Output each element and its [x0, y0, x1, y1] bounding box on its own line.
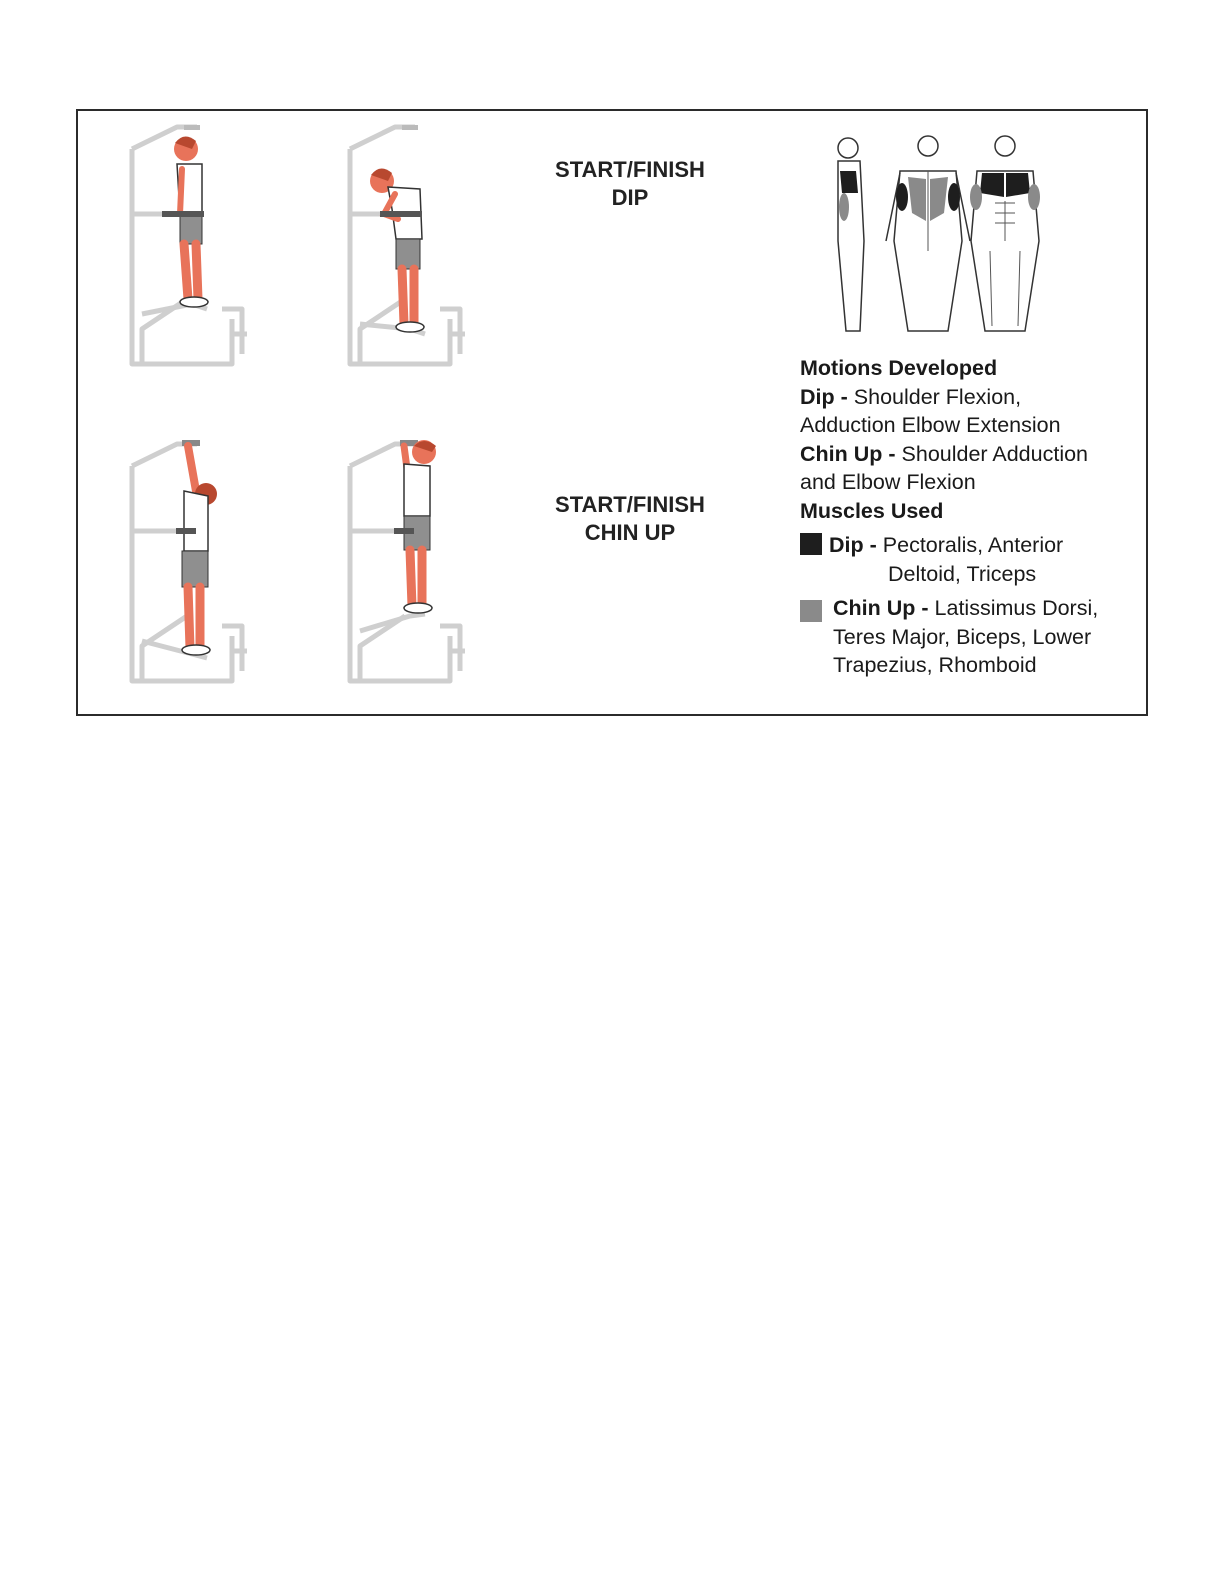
dip-caption [530, 156, 730, 212]
motions-heading: Motions Developed [800, 356, 998, 380]
dip-swatch [800, 533, 822, 555]
chin-swatch [800, 600, 822, 622]
motion-dip-label: Dip - [800, 384, 848, 409]
motion-chin-text-1: Shoulder Adduction [901, 441, 1089, 466]
muscle-anatomy-illustration [830, 131, 1040, 341]
legend-dip [800, 531, 1140, 588]
chinup-caption [530, 491, 730, 547]
muscle-dip-text-2: Deltoid, Triceps [888, 561, 1037, 586]
info-text [800, 354, 1140, 680]
legend-chin-text [800, 594, 1140, 680]
muscle-chin-label: Chin Up - [833, 596, 929, 620]
muscle-chin-text-3: Trapezius, Rhomboid [833, 653, 1037, 677]
motion-dip-text-1: Shoulder Flexion, [853, 384, 1022, 409]
muscle-dip-text-1: Pectoralis, Anterior [882, 533, 1064, 557]
motion-dip [800, 383, 1140, 412]
dip-finish-illustration [340, 119, 480, 374]
muscle-chin-text-2: Teres Major, Biceps, Lower [833, 624, 1092, 649]
chinup-finish-illustration [340, 436, 480, 691]
motion-chin [800, 440, 1140, 469]
dip-caption-line2: DIP [611, 185, 649, 210]
legend-dip-text [829, 531, 1140, 588]
muscle-chin-text-1: Latissimus Dorsi, [934, 596, 1099, 620]
dip-start-illustration [122, 119, 262, 374]
exercise-panel [76, 109, 1148, 716]
motion-dip-text-2: Adduction Elbow Extension [800, 413, 1061, 437]
legend-chin [800, 594, 1140, 680]
dip-caption-line1: START/FINISH [555, 157, 705, 182]
person [174, 136, 208, 307]
muscle-dip-label: Dip - [829, 533, 877, 557]
chinup-caption-line1: START/FINISH [555, 492, 705, 517]
chinup-start-illustration [122, 436, 262, 691]
motion-chin-label: Chin Up - [800, 441, 896, 466]
chinup-caption-line2: CHIN UP [584, 520, 676, 545]
motion-chin-text-2: and Elbow Flexion [800, 470, 976, 494]
muscles-heading: Muscles Used [800, 498, 944, 523]
